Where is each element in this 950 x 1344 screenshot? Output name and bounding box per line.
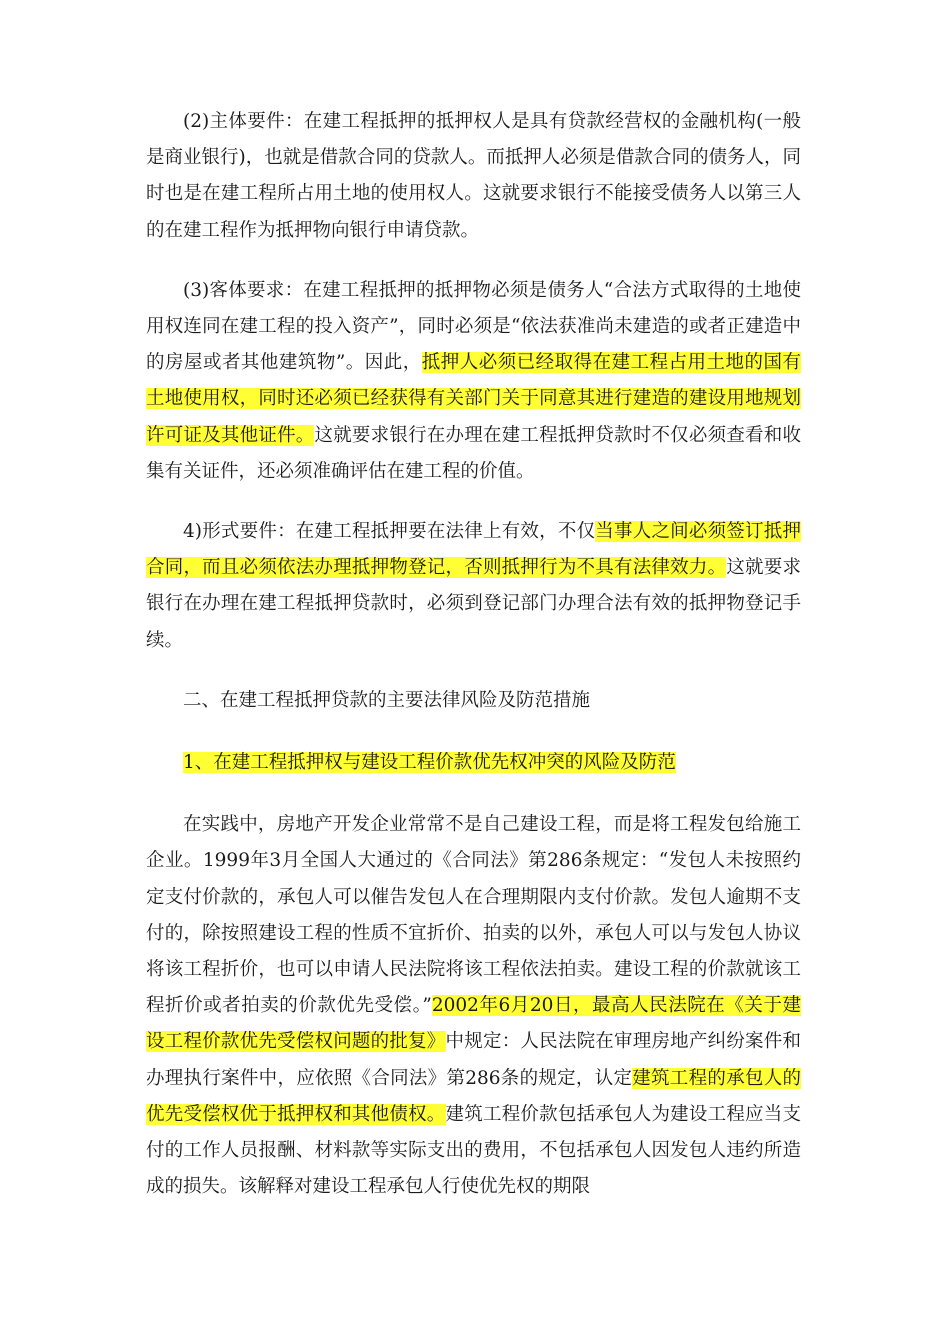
paragraph-object-requirement: [146, 273, 801, 490]
text-segment: 这就要求银行在办理在建工程抵押贷款时不仅必须查看和收集有关证件，还必须准确评估在建工程的价值。: [146, 424, 801, 482]
text-segment: 这就要求银行在办理在建工程抵押贷款时，必须到登记部门办理合法有效的抵押物登记手续。: [146, 557, 801, 651]
text-segment: (3)客体要求：在建工程抵押的抵押物必须是债务人“合法方式取得的土地使用权连同在建工程的投入资产”，同时必须是“依法获准尚未建造的或者正建造中的房屋或者其他建筑物”。因此，: [146, 279, 801, 374]
highlighted-text-segment: 当事人之间必须签订抵押合同，而且必须依法办理抵押物登记，否则抵押行为不具有法律效力。: [146, 521, 801, 579]
paragraph-practice: [146, 807, 801, 1205]
paragraph-subject-requirement: [146, 104, 801, 249]
text-segment: 4)形式要件：在建工程抵押要在法律上有效，不仅: [183, 521, 596, 543]
document-page: [146, 104, 801, 1229]
subsection-one-heading: [146, 745, 801, 781]
highlighted-text-segment: 2002年6月20日，最高人民法院在《关于建设工程价款优先受偿权问题的批复》: [146, 995, 801, 1053]
highlighted-text-segment: 建筑工程的承包人的优先受偿权优于抵押权和其他债权。: [146, 1067, 801, 1125]
text-segment: 在实践中，房地产开发企业常常不是自己建设工程，而是将工程发包给施工企业。1999年3月全国人大通过的《合同法》第286条规定：“发包人未按照约定支付价款的，承包人可以催告发包人在合理期限内支付价款。发包人逾期不支付的，除按照建设工程的性质不宜折价、拍卖的以外，承包人可以与发包人协议将该工程折价，也可以申请人民法院将该工程依法拍卖。建设工程的价款就该工程折价或者拍卖的价款优先受偿。”: [146, 814, 801, 1017]
highlighted-heading-text: 1、在建工程抵押权与建设工程价款优先权冲突的风险及防范: [183, 752, 676, 774]
section-two-heading: [146, 683, 801, 719]
paragraph-form-requirement: [146, 514, 801, 659]
highlighted-text-segment: 抵押人必须已经取得在建工程占用土地的国有土地使用权，同时还必须已经获得有关部门关于同意其进行建造的建设用地规划许可证及其他证件。: [146, 352, 801, 446]
text-segment: 中规定：人民法院在审理房地产纠纷案件和办理执行案件中，应依照《合同法》第286条的规定，认定: [146, 1031, 801, 1089]
text-segment: (2)主体要件：在建工程抵押的抵押权人是具有贷款经营权的金融机构(一般是商业银行)，也就是借款合同的贷款人。而抵押人必须是借款合同的债务人，同时也是在建工程所占用土地的使用权人。这就要求银行不能接受债务人以第三人的在建工程作为抵押物向银行申请贷款。: [146, 111, 801, 241]
text-segment: 建筑工程价款包括承包人为建设工程应当支付的工作人员报酬、材料款等实际支出的费用，不包括承包人因发包人违约所造成的损失。该解释对建设工程承包人行使优先权的期限: [146, 1103, 801, 1198]
heading-text: 二、在建工程抵押贷款的主要法律风险及防范措施: [183, 689, 591, 711]
